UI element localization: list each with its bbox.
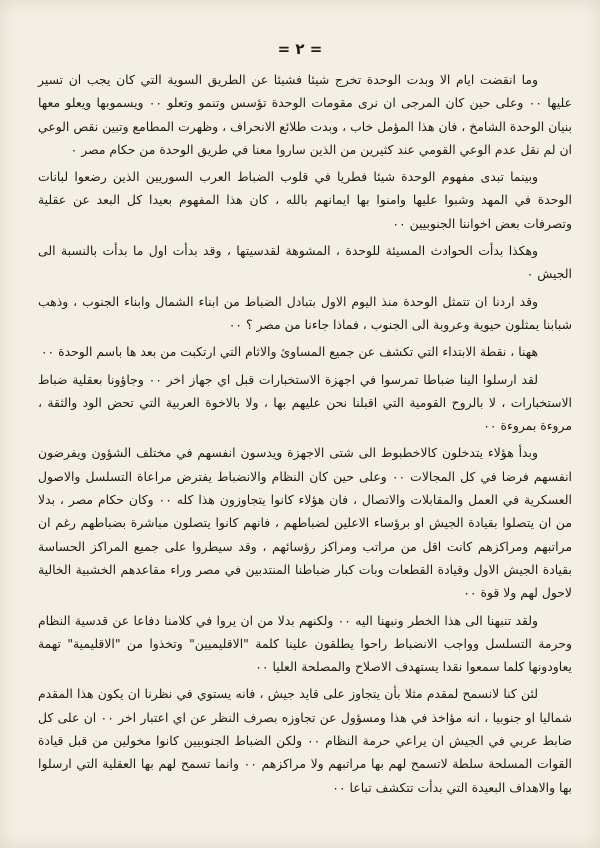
paragraph-1: وما انقضت ايام الا وبدت الوحدة تخرج شيئا فشيئا عن الطريق السوية التي كان يجب ان تسير عليها ٠٠ وعلى حين كان المرجى ان نرى مقومات الوحدة تؤسس وتنمو وتعلو ٠٠ ويسموبها ويعلو معها بنيان الوحدة الشامخ ، فان هذا المؤمل خاب ، وبدت طلائع الانحراف ، وظهرت المطامع وتبين نقص الوعي ان لم نقل عدم الوعي القومي عند كثيرين من الذين ساروا معنا في طريق الوحدة من حكام مصر ٠ <box>38 72 572 157</box>
page-number: = ٢ = <box>277 40 323 58</box>
body-text <box>38 68 572 803</box>
paragraph-9: لئن كنا لانسمح لمقدم مثلا بأن يتجاوز على قايد جيش ، فانه يستوي في نظرنا ان يكون هذا المقدم شماليا او جنوبيا ، انه مؤاخذ في هذا ومسؤول عن تجاوزه بصرف النظر عن اي اعتبار اخر ٠٠ ان على كل ضابط عربي في الجيش ان يراعي حرمة النظام ٠٠ ولكن الضباط الجنوبيين كانوا مخولين من قبل قيادة القوات المسلحة سلطة لاتسمح لهم بها مراتبهم ولا مراكزهم ٠٠ وانما تسمح لهم بها العقلية التي ارسلوا بها والاهداف البعيدة التي بدأت تتكشف تباعا ٠٠ <box>38 686 573 795</box>
paragraph-5: ههنا ، نقطة الابتداء التي تكشف عن جميع المساوئ والاثام التي ارتكبت من بعد ها باسم الوحدة ٠٠ <box>40 344 538 360</box>
paragraph-3: وهكذا بدأت الحوادث المسيئة للوحدة ، المشوهة لقدسيتها ، وقد بدأت اول ما بدأت بالنسبة الى الجيش ٠ <box>38 243 572 282</box>
paragraph-8: ولقد تنبهنا الى هذا الخطر ونبهنا اليه ٠٠ ولكنهم بدلا من ان يروا في كلامنا دفاعا عن قدسية النظام وحرمة التسلسل وواجب الانضباط راحوا يطلقون علينا كلمة "الاقليميين" وتخذوا من "الاقليمية" تهمة يعاودونها كلما سمعوا نقدا يستهدف الاصلاح والمصلحة العليا ٠٠ <box>38 612 572 675</box>
paragraph-6: لقد ارسلوا الينا ضباطا تمرسوا في اجهزة الاستخبارات قبل اي جهاز اخر ٠٠ وجاؤونا بعقلية ضباط الاستخبارات ، لا بالروح القومية التي اقبلنا نحن عليهم بها ، ولا بالاخوة العربية التي تحض الود والثقة ، مروءة بمروءة ٠٠ <box>38 371 572 434</box>
paragraph-7: وبدأ هؤلاء يتدخلون كالاخطبوط الى شتى الاجهزة ويدسون انفسهم في مختلف الشؤون ويفرضون انفسهم فرضا في كل المجالات ٠٠ وعلى حين كان النظام والانضباط يفترض مراعاة التسلسل والاصول العسكرية في العمل والمقابلات والاتصال ، فان هؤلاء كانوا يتجاوزون هذا كله ٠٠ وكان حكام مصر ، بدلا من ان يتصلوا بقيادة الجيش او برؤساء الاعلين لضباطهم ، فانهم كانوا يتصلون مباشرة بضباطهم رغم ان مراتبهم ومراكزهم كانت اقل من مراتب ومراكز رؤسائهم ، وقد سيطروا على جميع المراكز الحساسة بقيادة الجيش الاول وقيادة القطعات وبات كبار ضباطنا المنتدبين في مصر وراء مقاعدهم الخشبية الخالية لاحول لهم ولا قوة ٠٠ <box>38 445 572 601</box>
paragraph-2: وبينما تبدى مفهوم الوحدة شيئا فطريا في قلوب الضباط العرب السوريين الذين رضعوا لبانات الوحدة في المهد وشبوا عليها وامنوا بها ايمانهم بالله ، كان هذا المفهوم بعيدا كل البعد عن عقلية وتصرفات بعض اخواننا الجنوبيين ٠٠ <box>38 169 572 231</box>
paragraph-4: وقد اردنا ان تتمثل الوحدة منذ اليوم الاول بتبادل الضباط من ابناء الشمال وابناء الجنوب ، وذهب شبابنا يمثلون حيوية وعروبة الى الجنوب ، فماذا جاءنا من مصر ؟ ٠٠ <box>38 293 572 332</box>
